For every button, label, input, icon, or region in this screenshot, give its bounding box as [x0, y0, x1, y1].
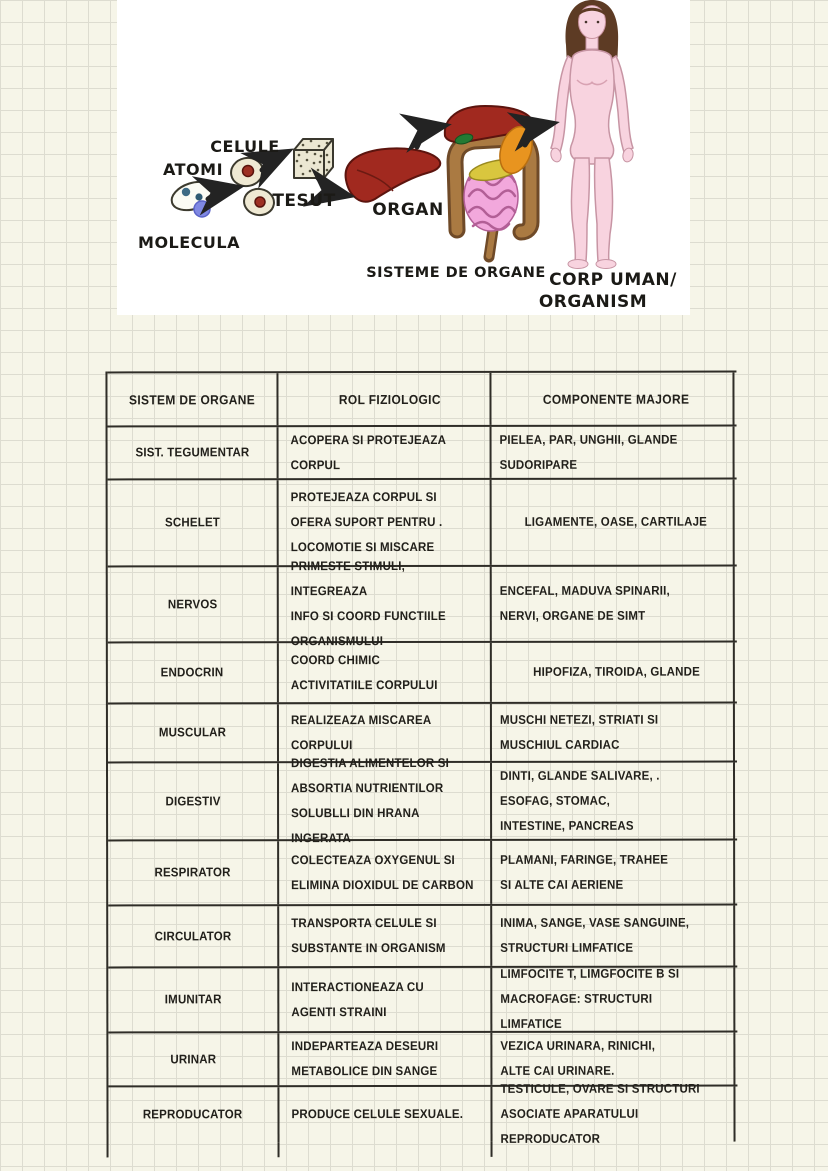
cell-components: INIMA, SANGE, VASE SANGUINE, STRUCTURI LIMFATICE: [492, 906, 735, 966]
molecule-ball: [194, 201, 210, 217]
table-row: [108, 641, 737, 703]
table-row: [108, 839, 737, 905]
cell-components: TESTICULE, OVARE SI STRUCTURI ASOCIATE APARATULUI REPRODUCATOR: [492, 1087, 735, 1142]
cell-system: URINAR: [108, 1033, 279, 1085]
cell-role: PROTEJEAZA CORPUL SI OFERA SUPORT PENTRU . LOCOMOTIE SI MISCARE: [279, 480, 492, 565]
label-sisteme-de-organe: SISTEME DE ORGANE: [366, 265, 546, 281]
cell-role: DIGESTIA ALIMENTELOR SI ABSORTIA NUTRIENTILOR SOLUBLLI DIN HRANA INGERATA: [279, 763, 492, 839]
cell-system: SCHELET: [108, 480, 279, 565]
label-atomi: ATOMI: [162, 160, 224, 179]
label-corp-uman: CORP UMAN/: [549, 270, 677, 290]
cell-components: PLAMANI, FARINGE, TRAHEE SI ALTE CAI AERIENE: [492, 841, 735, 904]
cell-system: NERVOS: [108, 567, 279, 641]
cell-role: TRANSPORTA CELULE SI SUBSTANTE IN ORGANISM: [279, 906, 492, 966]
header-sistem-de-organe: SISTEM DE ORGANE: [107, 373, 278, 425]
cell-components: LIMFOCITE T, LIMGFOCITE B SI MACROFAGE: STRUCTURI LIMFATICE: [492, 968, 735, 1031]
tissue-cube-figure: [294, 139, 333, 178]
table-row: [108, 478, 737, 566]
table-row: [108, 755, 737, 846]
table-header-row: [107, 371, 736, 426]
organ-liver-figure: [346, 148, 441, 201]
table-row: [108, 966, 737, 1032]
table-row: [108, 559, 737, 649]
cell-components: HIPOFIZA, TIROIDA, GLANDE: [492, 643, 735, 702]
cell-system: REPRODUCATOR: [108, 1087, 279, 1142]
cell-role: INDEPARTEAZA DESEURI METABOLICE DIN SANGE: [279, 1033, 492, 1085]
cell-system: MUSCULAR: [108, 704, 279, 761]
header-componente-majore: COMPONENTE MAJORE: [491, 373, 734, 425]
header-rol-fiziologic: ROL FIZIOLOGIC: [278, 373, 491, 425]
human-body-figure: [549, 0, 634, 269]
cell-role: PRODUCE CELULE SEXUALE.: [279, 1087, 492, 1142]
right-leg: [595, 158, 613, 261]
cell-components: LIGAMENTE, OASE, CARTILAJE: [492, 480, 735, 565]
cell-role: COLECTEAZA OXYGENUL SI ELIMINA DIOXIDUL DE CARBON: [279, 841, 492, 904]
cell-role: ACOPERA SI PROTEJEAZA CORPUL: [279, 427, 492, 478]
label-organ: ORGAN: [372, 200, 444, 220]
cell-components: DINTI, GLANDE SALIVARE, . ESOFAG, STOMAC, INTESTINE, PANCREAS: [492, 763, 735, 839]
cell-components: ENCEFAL, MADUVA SPINARII, NERVI, ORGANE DE SIMT: [492, 567, 735, 641]
label-organism: ORGANISM: [538, 292, 648, 312]
organ-systems-figure: [445, 106, 538, 257]
cell-role: COORD CHIMIC ACTIVITATIILE CORPULUI: [279, 643, 492, 702]
label-molecula: MOLECULA: [138, 233, 240, 252]
torso: [570, 50, 614, 164]
cell-system: SIST. TEGUMENTAR: [108, 427, 279, 478]
cell-components: VEZICA URINARA, RINICHI, ALTE CAI URINARE.: [492, 1033, 735, 1085]
cell-role: INTERACTIONEAZA CU AGENTI STRAINI: [279, 968, 492, 1031]
table-row: [108, 425, 737, 479]
cell-system: CIRCULATOR: [108, 906, 279, 966]
cell-system: RESPIRATOR: [108, 841, 279, 904]
cell-components: PIELEA, PAR, UNGHII, GLANDE SUDORIPARE: [492, 427, 735, 478]
cell-components: MUSCHI NETEZI, STRIATI SI MUSCHIUL CARDIAC: [492, 704, 735, 761]
organ-systems-table: [105, 371, 737, 1158]
table-row: [108, 1081, 737, 1146]
label-celule: CELULE: [210, 137, 280, 156]
levels-of-organization-illustration: [117, 0, 690, 315]
cell-system: DIGESTIV: [108, 763, 279, 839]
cell-role: REALIZEAZA MISCAREA CORPULUI: [279, 704, 492, 761]
table-row: [108, 904, 737, 967]
cell-role: PRIMESTE STIMULI, INTEGREAZA INFO SI COORD FUNCTIILE ORGANISMULUI: [279, 567, 492, 641]
left-leg: [571, 158, 589, 261]
arrow-organ-to-systems: [417, 126, 442, 147]
label-tesut: TESUT: [272, 191, 336, 211]
cell-system: ENDOCRIN: [108, 643, 279, 702]
cell-system: IMUNITAR: [108, 968, 279, 1031]
